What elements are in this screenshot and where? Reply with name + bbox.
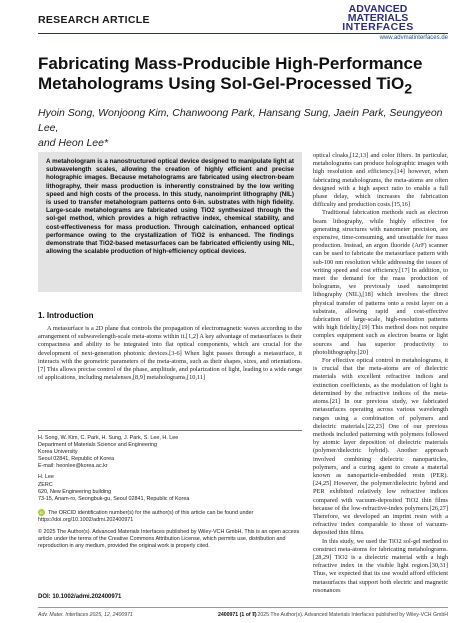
affiliation-line: H. Lee [38, 474, 54, 481]
affiliation-line: Department of Materials Science and Engineering [38, 442, 157, 449]
affiliation-line: H. Song, W. Kim, C. Park, H. Sung, J. Park, S. Lee, H. Lee [38, 435, 179, 441]
journal-logo-line3: INTERFACES [342, 21, 414, 33]
title-line1: Fabricating Mass-Producible High-Performance [38, 54, 423, 73]
header-rule [38, 33, 448, 34]
body-paragraph: For effective optical control in metaholograms, it is crucial that the meta-atoms are of dielectric materials with excellent refractive indices and extinction coefficients, as the modulation of light is determined by the refractive indices of the meta-atoms.[21] In our previous study, we fabricated metasurfaces operating across various wavelength ranges using a combination of polymers and dielectric materials.[22,23] One of our previous methods included patterning with polymers followed by atomic layer deposition of dielectric materials (polymer/dielectric hybrid). Another approach involved combining dielectric nanoparticles, polymers, and a curing agent to create a material known as nanoparticle-embedded resin (PER).[24,25] However, the polymer/dielectric hybrid and PER exhibited relatively low refractive indices compared with vacuum-deposited TiO2 thin films because of the low-refractive-index polymers.[26,27] Therefore, we developed an imprint resin with a refractive index comparable to those of vacuum-deposited thin films. [313, 357, 448, 537]
journal-logo-line2: MATERIALS [347, 12, 409, 24]
introduction-text [38, 325, 302, 382]
orcid-note[interactable] [38, 509, 302, 524]
article-type-label: RESEARCH ARTICLE [38, 14, 150, 26]
journal-logo-line1: ADVANCED [348, 3, 408, 15]
abstract-box: A metahologram is a nanostructured optical device designed to manipulate light at subwavelength scales, allowing the creation of highly efficient and precise holographic images. Because metaholograms are fabricated using electron-beam lithography, their mass production is inherently constrained by the low writing speed and high costs of the process. In this study, nanoimprint lithography (NIL) is used to transfer metahologram patterns onto 6-in. substrates with high fidelity. Large-scale metaholograms are fabricated using TiO2 synthesized through the sol-gel method, which provides a high refractive index, chemical stability, and cost-effectiveness for mass production. Through calcination, enhanced optical performance owing to the crystallization of TiO2 is enhanced. The findings demonstrate that TiO2-based metasurfaces can be fabricated efficiently using NIL, allowing the scalable production of high-efficiency optical devices. [38, 152, 302, 292]
right-column-text [313, 152, 448, 595]
footer-journal-ref: Adv. Mater. Interfaces 2025, 12, 2400971 [38, 612, 133, 618]
journal-logo [308, 5, 448, 32]
authors-line2: and Heon Lee* [38, 137, 109, 149]
affiliation-line: ZERC [38, 481, 53, 488]
orcid-icon: iD [39, 509, 44, 515]
doi-link[interactable]: DOI: 10.1002/admi.202400971 [38, 594, 122, 600]
intro-paragraph: A metasurface is a 2D plane that controls the propagation of electromagnetic waves according to the arrangement of subwavelength-scale meta-atoms within it.[1,2] A key advantage of metasurfaces is their compactness and ability to be integrated into flat optical components, which are crucial for the development of next-generation photonic devices.[3-6] When light passes through a metasurface, it interacts with the geometric parameters of the meta-atoms, such as their shapes, sizes, and orientations.[7] This allows precise control of the phase, amplitude, and polarization of light, leading to a wide range of applications, including metalenses,[8,9] metaholograms,[10,11] [38, 325, 302, 382]
affiliation-line: 620, New Engineering building [38, 488, 112, 495]
affiliation-line: Seoul 02841, Republic of Korea [38, 456, 115, 463]
license-text: © 2025 The Author(s). Advanced Materials Interfaces published by Wiley-VCH GmbH. This is an open access article under the terms of the Creative Commons Attribution License, which permits use, distribution and reproduction in any medium, provided the original work is properly cited. [38, 528, 300, 550]
body-paragraph: In this study, we used the TiO2 sol-gel method to construct meta-atoms for fabricating metaholograms.[28,29] TiO2 is a dielectric material with a high refractive index in the visible light region.[30,31] Thus, we expected that its use would afford efficient metasurfaces that support both electric and magnetic resonances [313, 537, 448, 594]
orcid-note-text: The ORCID identification number(s) for the author(s) of this article can be found under https://doi.org/10.1002/admi.202400971 [38, 509, 254, 523]
title-line2: Metaholograms Using Sol-Gel-Processed TiO [38, 74, 405, 93]
footer-rule [38, 607, 448, 608]
author-list [38, 106, 448, 151]
affiliation-line: Korea University [38, 449, 78, 456]
title-subscript: 2 [404, 81, 413, 98]
journal-url-link[interactable]: www.advmatinterfaces.de [379, 35, 448, 41]
affiliation-line: 73-15, Anam-ro, Seongbuk-gu, Seoul 02841, Republic of Korea [38, 495, 190, 502]
footer-copyright: © 2025 The Author(s). Advanced Materials Interfaces published by Wiley-VCH GmbH [252, 612, 448, 618]
affiliation-divider [38, 430, 302, 431]
introduction-heading: 1. Introduction [38, 311, 94, 320]
article-title [38, 54, 448, 99]
authors-line1: Hyoin Song, Wonjoong Kim, Chanwoong Park, Hansang Sung, Jaein Park, Seungyeon Lee, [38, 107, 443, 134]
footer-page-number: 2400971 (1 of 7) [218, 612, 257, 618]
affiliations-block [38, 435, 302, 550]
body-paragraph: Traditional fabrication methods such as electron beam lithography, while highly effective for generating structures with nanometer precision, are expensive, time-consuming, and unsuitable for mass production. Instead, an argon fluoride (ArF) scanner can be used to fabricate the metasurface pattern with sub-100 nm resolution while addressing the issues of writing speed and cost efficiency.[17] In addition, to meet the demand for the mass production of holograms, we previously used nanoimprint lithography (NIL),[18] which involves the direct physical transfer of patterns onto a resist layer on a substrate, allowing rapid and cost-effective fabrication of large-scale, high-resolution patterns with high fidelity.[19] This method does not require complex equipment such as electron beams or light sources and has superior productivity to photolithography.[20] [313, 209, 448, 356]
email-link[interactable]: E-mail: heonlee@korea.ac.kr [38, 463, 108, 470]
body-paragraph: optical cloaks,[12,13] and color filters. In particular, metaholograms can produce holographic images with high resolution and efficiency.[14] however, when fabricating metaholograms, the meta-atoms are often designed with a high aspect ratio to enable a full phase delay, which increases the fabrication difficulty and production costs.[15,16] [313, 152, 448, 209]
